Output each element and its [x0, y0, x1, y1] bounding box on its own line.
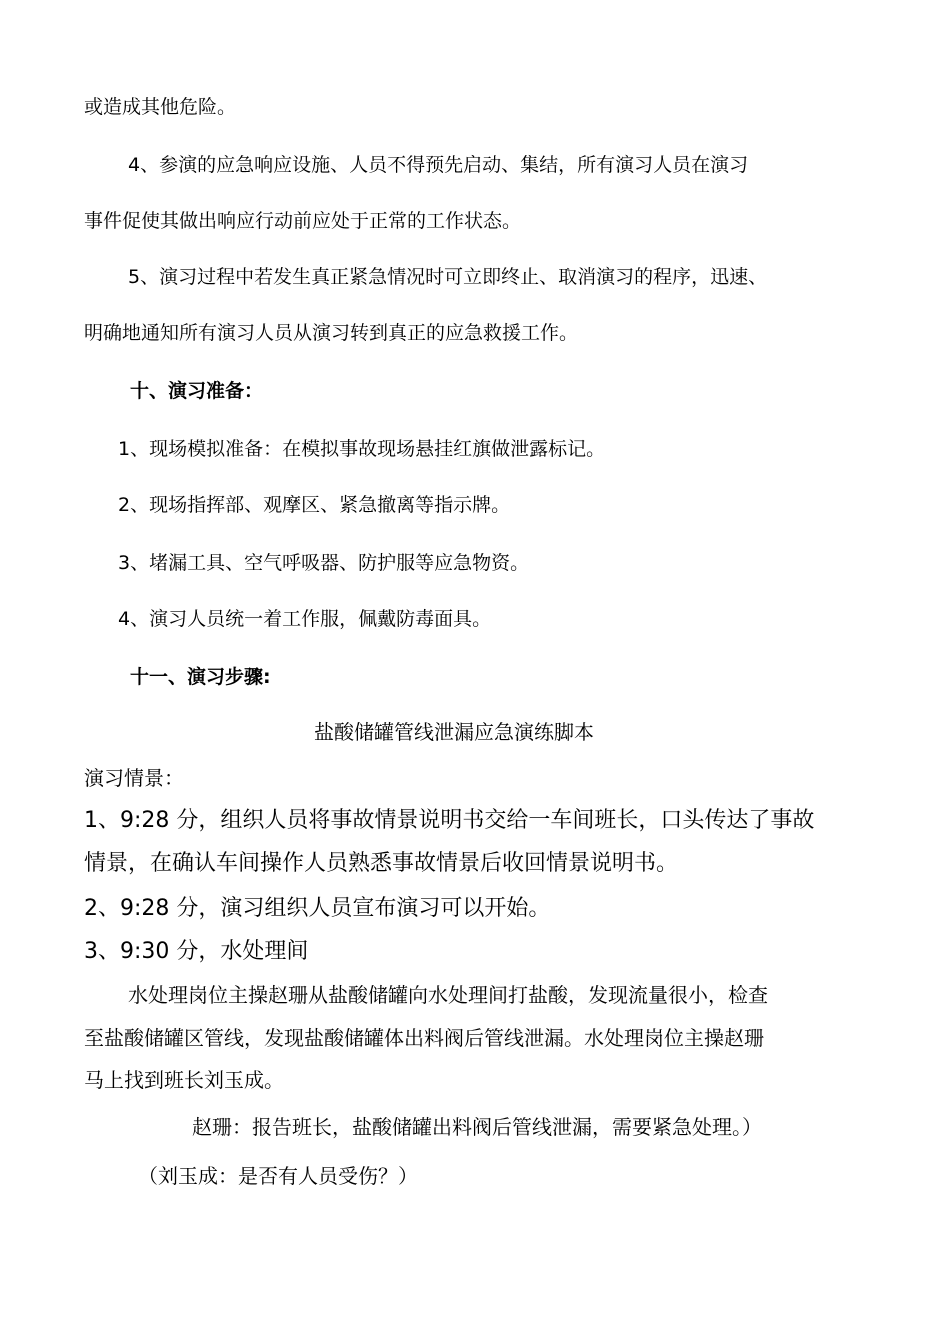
narrative-line-1: 水处理岗位主操赵珊从盐酸储罐向水处理间打盐酸，发现流量很小，检查 — [128, 983, 768, 1007]
continuation-text: 或造成其他危险。 — [84, 96, 237, 118]
preparation-item-4: 4、演习人员统一着工作服，佩戴防毒面具。 — [118, 608, 492, 630]
section-heading-steps: 十一、演习步骤: — [130, 666, 271, 688]
rule-item-4-line-2: 事件促使其做出响应行动前应处于正常的工作状态。 — [84, 210, 522, 232]
preparation-item-3: 3、堵漏工具、空气呼吸器、防护服等应急物资。 — [118, 552, 530, 574]
preparation-item-1: 1、现场模拟准备：在模拟事故现场悬挂红旗做泄露标记。 — [118, 438, 606, 460]
rule-item-5-line-1: 5、演习过程中若发生真正紧急情况时可立即终止、取消演习的程序，迅速、 — [128, 266, 768, 288]
rule-item-4-line-1: 4、参演的应急响应设施、人员不得预先启动、集结，所有演习人员在演习 — [128, 154, 749, 176]
dialogue-report: 赵珊：报告班长，盐酸储罐出料阀后管线泄漏，需要紧急处理。） — [192, 1115, 762, 1139]
preparation-item-2: 2、现场指挥部、观摩区、紧急撤离等指示牌。 — [118, 494, 511, 516]
step-1-line-1: 1、9:28 分，组织人员将事故情景说明书交给一车间班长，口头传达了事故 — [84, 808, 815, 833]
step-1-line-2: 情景，在确认车间操作人员熟悉事故情景后收回情景说明书。 — [84, 851, 679, 876]
step-3: 3、9:30 分，水处理间 — [84, 939, 309, 964]
dialogue-question: （刘玉成：是否有人员受伤？） — [138, 1164, 418, 1188]
narrative-line-2: 至盐酸储罐区管线，发现盐酸储罐体出料阀后管线泄漏。水处理岗位主操赵珊 — [84, 1026, 764, 1050]
section-heading-preparation: 十、演习准备： — [130, 380, 264, 402]
narrative-line-3: 马上找到班长刘玉成。 — [84, 1068, 284, 1092]
scenario-label: 演习情景： — [84, 766, 184, 790]
rule-item-5-line-2: 明确地通知所有演习人员从演习转到真正的应急救援工作。 — [84, 322, 579, 344]
step-2: 2、9:28 分，演习组织人员宣布演习可以开始。 — [84, 896, 551, 921]
script-title: 盐酸储罐管线泄漏应急演练脚本 — [314, 720, 594, 744]
